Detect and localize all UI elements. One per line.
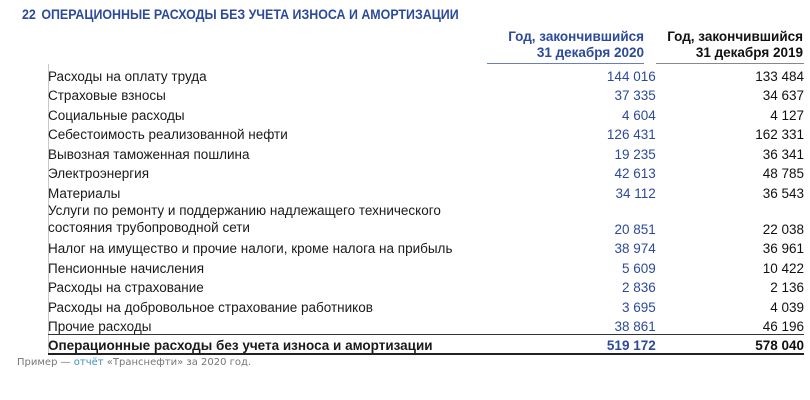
row-label: Страховые взносы — [48, 88, 166, 103]
note-heading — [22, 7, 459, 22]
table-row — [48, 256, 804, 276]
row-value-2019: 22 038 — [762, 221, 804, 237]
total-value-2019: 578 040 — [656, 335, 804, 355]
row-value-2020: 38 861 — [614, 319, 656, 334]
row-value-2019: 36 543 — [762, 185, 804, 201]
table-row — [48, 64, 804, 84]
note-number: 22 — [22, 7, 36, 22]
table-row — [48, 123, 804, 143]
table-row — [48, 84, 804, 104]
table-row — [48, 181, 804, 201]
row-value-2019: 2 136 — [770, 280, 804, 295]
caption-prefix: Пример — — [17, 357, 74, 368]
row-value-2019: 4 127 — [770, 107, 804, 123]
row-value-2020: 42 613 — [614, 166, 656, 181]
table-row — [48, 295, 804, 315]
table-row — [48, 201, 804, 237]
column-header-2020-line1: Год, закончившийся — [508, 29, 644, 44]
row-label: Прочие расходы — [48, 319, 152, 334]
row-label: Вывозная таможенная пошлина — [48, 146, 250, 162]
row-value-2020: 34 112 — [615, 185, 656, 201]
row-value-2020: 2 836 — [621, 280, 656, 295]
row-label: Налог на имущество и прочие налоги, кроме налога на прибыль — [48, 241, 453, 256]
row-value-2020: 38 974 — [614, 241, 656, 256]
column-header-2019-line2: 31 декабря 2019 — [695, 45, 803, 60]
table-row — [48, 142, 804, 162]
table-row — [48, 315, 804, 335]
row-label: Социальные расходы — [48, 107, 185, 123]
total-value-2020: 519 172 — [502, 335, 656, 355]
caption-suffix: «Транснефти» за 2020 год. — [103, 357, 252, 368]
row-value-2019: 133 484 — [755, 68, 804, 84]
row-value-2019: 162 331 — [755, 127, 804, 142]
table-row — [48, 103, 804, 123]
column-header-2019 — [633, 29, 803, 61]
expenses-table — [48, 64, 804, 355]
row-value-2020: 4 604 — [621, 107, 656, 123]
row-value-2020: 3 695 — [621, 299, 656, 315]
row-value-2020: 144 016 — [606, 68, 656, 84]
note-title: ОПЕРАЦИОННЫЕ РАСХОДЫ БЕЗ УЧЕТА ИЗНОСА И АМОРТИЗАЦИИ — [41, 7, 459, 22]
row-value-2020: 126 431 — [606, 127, 656, 142]
row-value-2019: 4 039 — [770, 299, 804, 315]
row-label: Пенсионные начисления — [48, 260, 205, 276]
row-value-2019: 34 637 — [762, 88, 804, 103]
row-value-2020: 19 235 — [614, 146, 656, 162]
column-header-2020-line2: 31 декабря 2020 — [536, 45, 644, 60]
source-caption — [17, 357, 251, 368]
row-value-2019: 48 785 — [762, 166, 804, 181]
report-link[interactable]: отчёт — [73, 357, 104, 368]
row-value-2019: 36 341 — [762, 146, 804, 162]
row-value-2020: 20 851 — [614, 221, 656, 237]
total-label: Операционные расходы без учета износа и амортизации — [48, 335, 502, 355]
table-row — [48, 237, 804, 257]
row-value-2019: 36 961 — [762, 241, 804, 256]
column-header-2019-line1: Год, закончившийся — [667, 29, 803, 44]
table-row — [48, 162, 804, 182]
row-label: Расходы на страхование — [48, 280, 204, 295]
row-label: Расходы на оплату труда — [48, 68, 207, 84]
row-value-2019: 10 422 — [762, 260, 804, 276]
row-value-2020: 37 335 — [614, 88, 656, 103]
row-value-2019: 46 196 — [762, 319, 804, 334]
row-label: Расходы на добровольное страхование работников — [48, 299, 373, 315]
row-value-2020: 5 609 — [621, 260, 656, 276]
row-label: Электроэнергия — [48, 166, 150, 181]
total-row — [48, 335, 804, 355]
row-label: Услуги по ремонту и поддержанию надлежащего технического состояния трубопроводной сети — [48, 202, 441, 235]
table-row — [48, 276, 804, 296]
row-label: Себестоимость реализованной нефти — [48, 127, 288, 142]
column-header-2020 — [474, 29, 644, 61]
row-label: Материалы — [48, 185, 121, 201]
